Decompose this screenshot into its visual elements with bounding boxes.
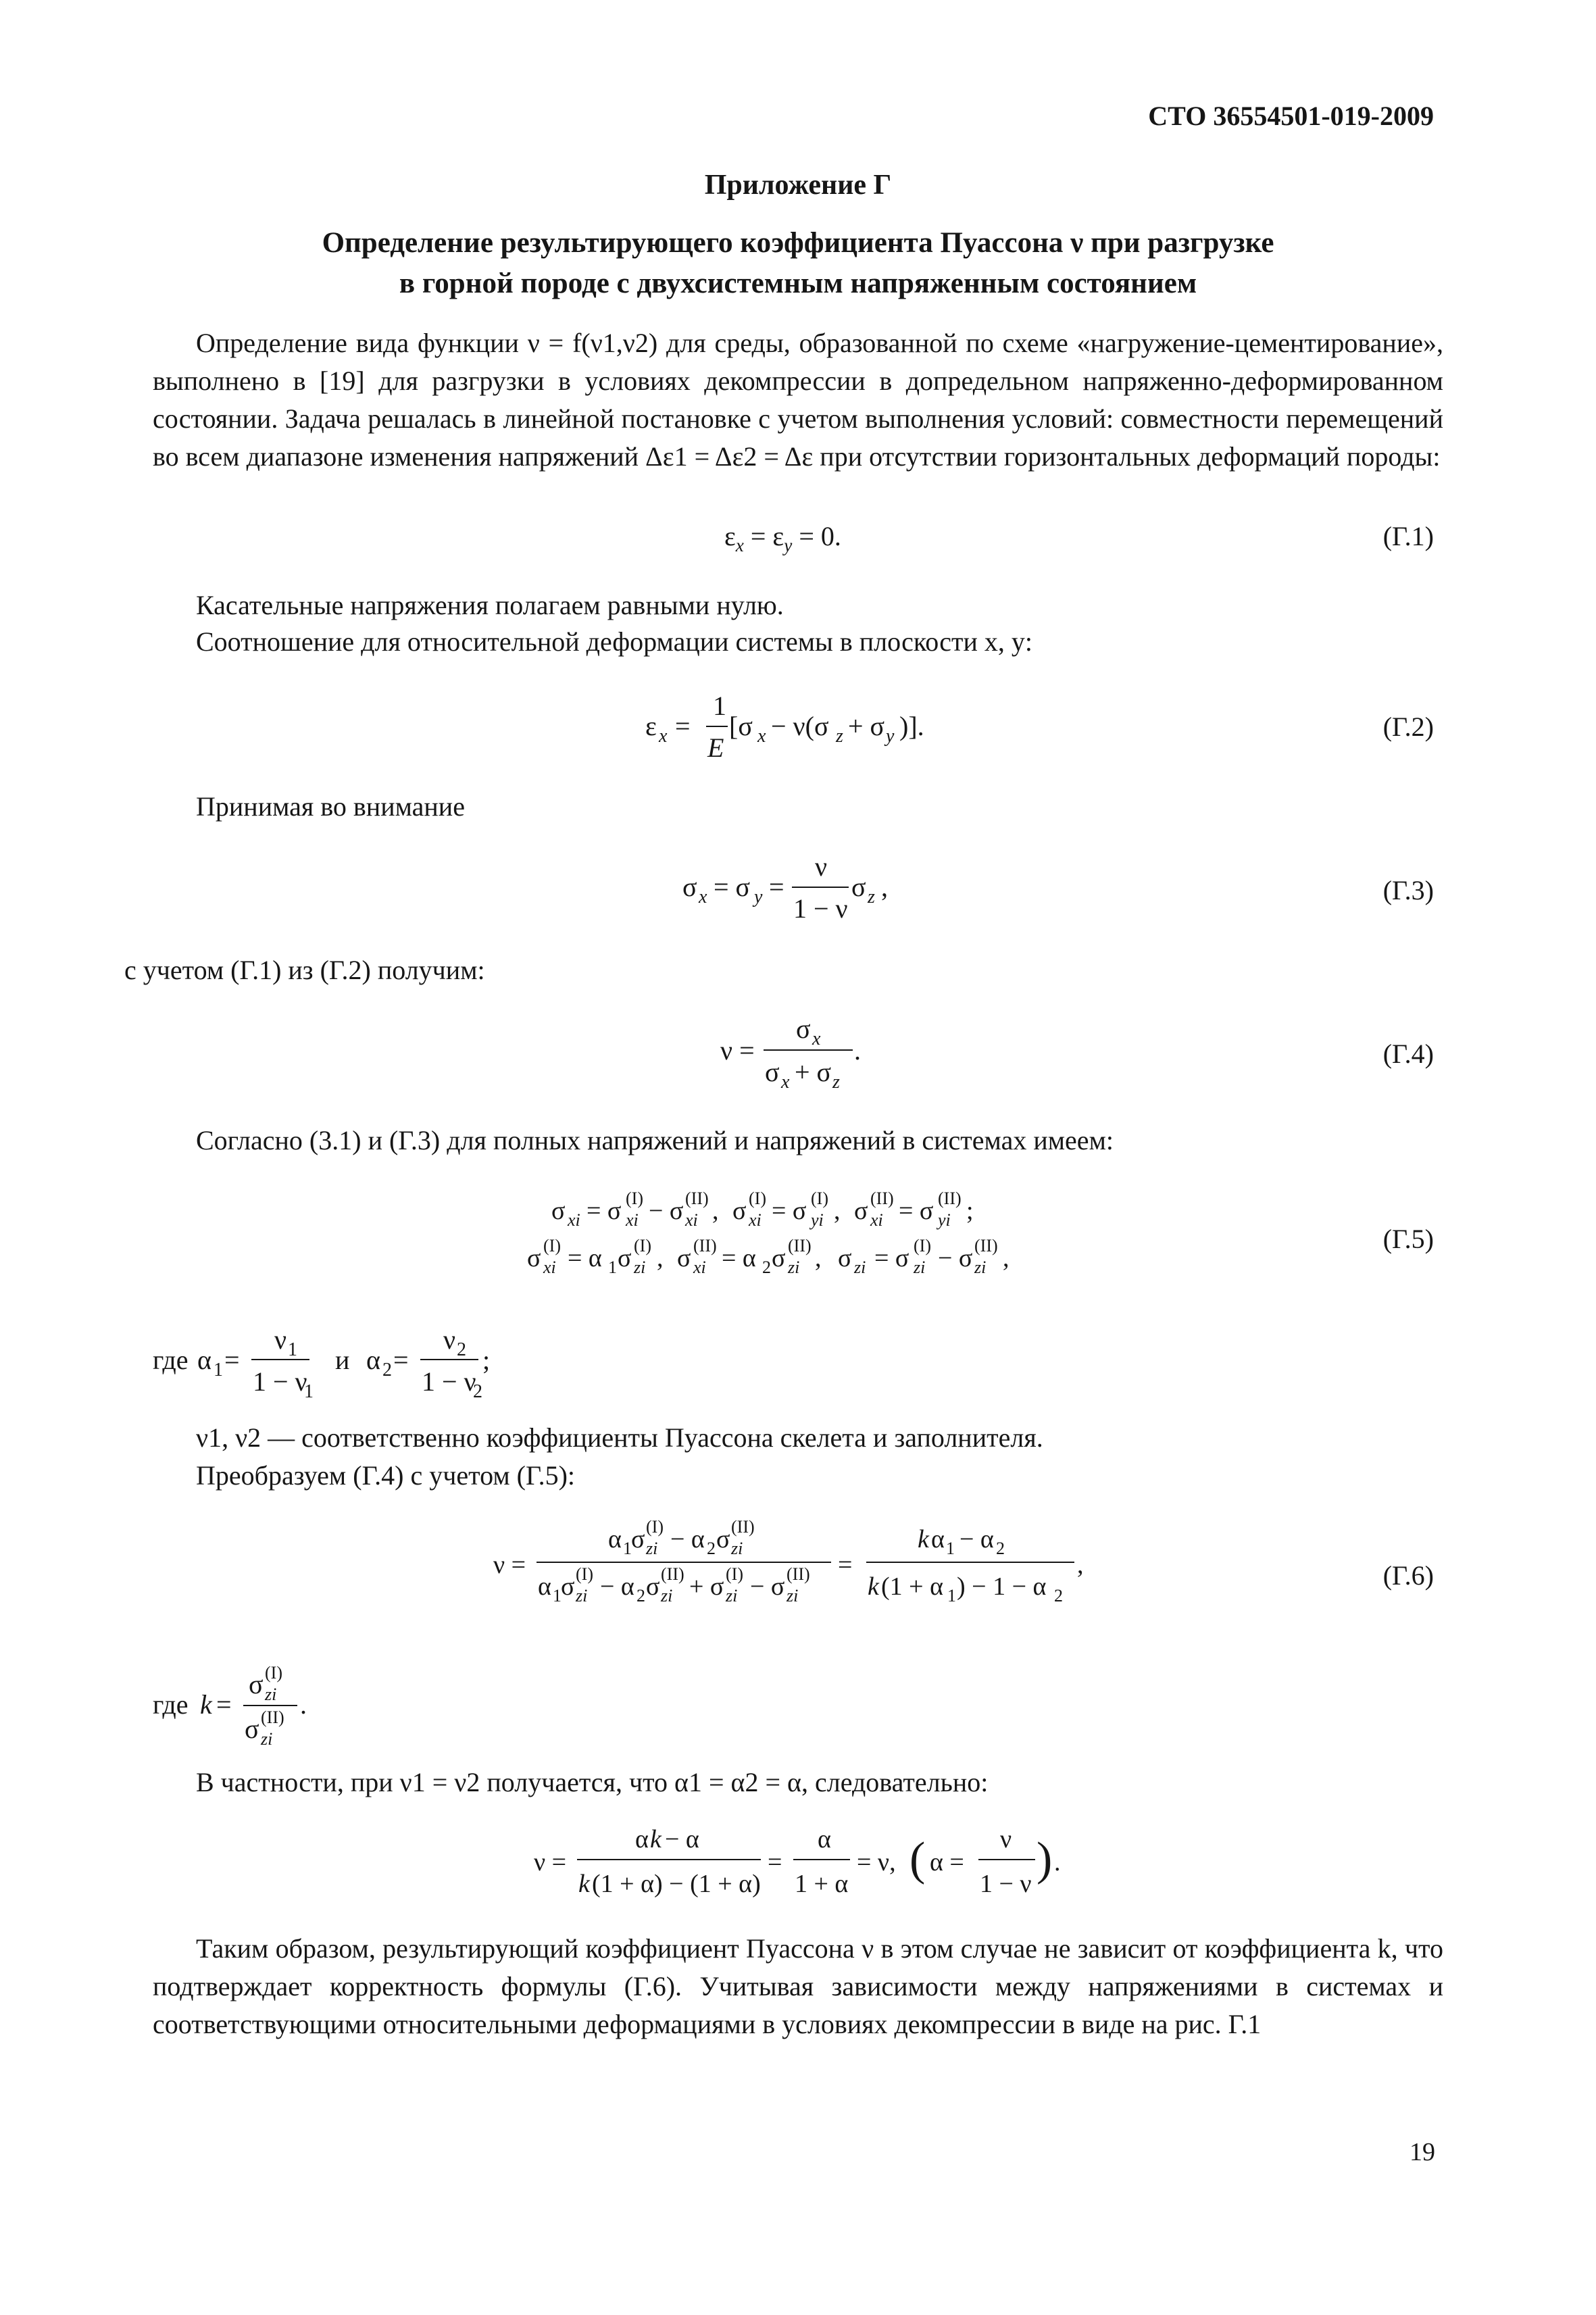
intro-paragraph: Определение вида функции ν = f(ν1,ν2) для среды, образованной по схеме «нагружение-цементирование», выполнено в [19] для разгрузки в условиях декомпрессии в допредельном напряженно-деформированном состоянии. Задача решалась в линейной постановке с учетом выполнения условий: совместности перемещений во всем диапазоне изменения напряжений Δε1 = Δε2 = Δε при отсутствии горизонтальных деформаций породы: — [153, 328, 1443, 472]
svg-text:(I): (I) — [543, 1236, 561, 1255]
svg-text:;: ; — [966, 1197, 974, 1225]
svg-text:(II): (II) — [938, 1189, 962, 1208]
svg-text:zi: zi — [261, 1729, 273, 1749]
svg-text:=: = — [838, 1551, 853, 1579]
svg-text:1: 1 — [608, 1258, 617, 1277]
svg-text:k: k — [650, 1825, 662, 1853]
svg-text:2: 2 — [1054, 1586, 1063, 1605]
k-definition — [153, 1662, 328, 1757]
svg-text:[σ: [σ — [729, 711, 753, 741]
svg-text:y: y — [886, 726, 895, 747]
eq-number-g6: (Г.6) — [1382, 1560, 1434, 1591]
svg-text:x: x — [659, 726, 668, 747]
svg-text:zi: zi — [914, 1258, 926, 1277]
alpha-definitions — [153, 1324, 531, 1412]
svg-text:= α: = α — [568, 1244, 602, 1272]
svg-text:σ: σ — [716, 1525, 730, 1553]
svg-text:= σ: = σ — [899, 1197, 934, 1225]
svg-text:α: α — [197, 1345, 211, 1375]
transform-text: Преобразуем (Г.4) с учетом (Г.5): — [196, 1460, 575, 1491]
svg-text:zi: zi — [726, 1586, 738, 1605]
svg-text:(I): (I) — [726, 1564, 743, 1584]
svg-text:zi: zi — [661, 1586, 673, 1605]
svg-text:(II): (II) — [870, 1189, 894, 1208]
svg-text:) − 1 − α: ) − 1 − α — [957, 1572, 1047, 1601]
svg-text:xi: xi — [543, 1258, 556, 1277]
svg-text:1: 1 — [214, 1360, 223, 1380]
svg-text:и: и — [335, 1345, 350, 1375]
svg-text:= σ: = σ — [587, 1197, 622, 1225]
svg-text:2: 2 — [457, 1339, 466, 1360]
svg-text:.: . — [1054, 1848, 1061, 1876]
svg-text:σ: σ — [838, 1244, 852, 1272]
svg-text:= σ: = σ — [874, 1244, 909, 1272]
svg-text:σ: σ — [682, 872, 697, 902]
svg-text:xi: xi — [626, 1210, 639, 1230]
svg-text:1: 1 — [713, 691, 726, 721]
svg-text:zi: zi — [265, 1685, 277, 1704]
formula-g4-svg — [720, 1011, 876, 1092]
svg-text:α: α — [931, 1525, 945, 1553]
svg-text:(II): (II) — [974, 1236, 998, 1255]
considering-text: Принимая во внимание — [196, 791, 465, 822]
svg-text:σ: σ — [851, 872, 866, 902]
formula-g3-svg — [682, 850, 905, 924]
svg-text:(I): (I) — [265, 1663, 282, 1683]
svg-text:ν =: ν = — [534, 1848, 567, 1876]
svg-text:α: α — [635, 1825, 649, 1853]
svg-text:2: 2 — [637, 1586, 645, 1605]
svg-text:1: 1 — [288, 1339, 297, 1360]
svg-text:(: ( — [909, 1833, 926, 1885]
formula-g2 — [645, 689, 956, 770]
svg-text:x: x — [699, 887, 707, 907]
svg-text:xi: xi — [685, 1210, 698, 1230]
svg-text:yi: yi — [938, 1210, 951, 1230]
svg-text:σ: σ — [796, 1014, 811, 1044]
svg-text:2: 2 — [762, 1258, 771, 1277]
svg-text:σ: σ — [732, 1197, 747, 1225]
svg-text:1: 1 — [304, 1381, 314, 1402]
svg-text:xi: xi — [749, 1210, 762, 1230]
svg-text:− α: − α — [959, 1525, 994, 1553]
svg-text:z: z — [836, 726, 843, 747]
svg-text:= σ: = σ — [772, 1197, 807, 1225]
svg-text:2: 2 — [382, 1360, 392, 1380]
svg-text:): ) — [1037, 1833, 1053, 1885]
svg-text:y: y — [754, 887, 763, 907]
svg-text:(II): (II) — [261, 1708, 284, 1727]
svg-text:+ σ: + σ — [689, 1572, 724, 1601]
svg-text:;: ; — [482, 1345, 491, 1375]
svg-text:σ: σ — [561, 1572, 575, 1601]
svg-text:=: = — [769, 872, 784, 902]
svg-text:(I): (I) — [626, 1189, 643, 1208]
svg-text:(II): (II) — [661, 1564, 684, 1584]
svg-text:(1 + α) − (1 + α): (1 + α) − (1 + α) — [592, 1870, 761, 1898]
svg-text:− σ: − σ — [938, 1244, 973, 1272]
svg-text:zi: zi — [787, 1586, 799, 1605]
svg-text:σ: σ — [618, 1244, 632, 1272]
svg-text:1: 1 — [553, 1586, 562, 1605]
svg-text:(II): (II) — [731, 1517, 755, 1537]
svg-text:.: . — [300, 1689, 307, 1720]
appendix-title — [0, 223, 1596, 304]
svg-text:zi: zi — [731, 1539, 743, 1558]
svg-text:(1 + α: (1 + α — [881, 1572, 943, 1601]
svg-text:σ: σ — [551, 1197, 566, 1225]
svg-text:1: 1 — [623, 1539, 632, 1558]
eq-number-g5: (Г.5) — [1382, 1224, 1434, 1254]
svg-text:2: 2 — [707, 1539, 716, 1558]
svg-text:(II): (II) — [693, 1236, 717, 1255]
alpha-definitions-svg — [153, 1324, 531, 1405]
svg-text:= ν,: = ν, — [857, 1848, 896, 1876]
svg-text:x: x — [812, 1028, 821, 1049]
k-definition-svg — [153, 1662, 328, 1750]
svg-text:ν =: ν = — [720, 1035, 755, 1066]
svg-text:zi: zi — [974, 1258, 987, 1277]
svg-text:(I): (I) — [749, 1189, 766, 1208]
formula-g1: $\varepsilon_x = \varepsilon_y = 0$. — [724, 521, 841, 555]
svg-text:(I): (I) — [811, 1189, 828, 1208]
svg-text:(II): (II) — [685, 1189, 709, 1208]
svg-text:zi: zi — [576, 1586, 588, 1605]
svg-text:=: = — [216, 1689, 232, 1720]
page-number: 19 — [1410, 2138, 1435, 2166]
svg-text:(I): (I) — [634, 1236, 651, 1255]
formula-final-svg — [534, 1818, 1074, 1906]
svg-text:(I): (I) — [576, 1564, 593, 1584]
svg-text:1 − ν: 1 − ν — [253, 1366, 307, 1397]
eq-number-g1: (Г.1) — [1382, 521, 1434, 551]
svg-text:yi: yi — [811, 1210, 824, 1230]
svg-text:k: k — [200, 1689, 212, 1720]
svg-text:σ: σ — [527, 1244, 541, 1272]
svg-text:1 + α: 1 + α — [795, 1870, 849, 1898]
svg-text:x: x — [757, 726, 766, 747]
svg-text:+ σ: + σ — [795, 1057, 832, 1087]
svg-text:2: 2 — [473, 1381, 482, 1402]
svg-text:,: , — [834, 1197, 841, 1225]
appendix-label: Приложение Г — [704, 170, 892, 201]
nu-description: ν1, ν2 — соответственно коэффициенты Пуассона скелета и заполнителя. — [196, 1422, 1043, 1453]
svg-text:=: = — [675, 711, 691, 741]
svg-text:,: , — [1077, 1551, 1084, 1579]
svg-text:σ: σ — [854, 1197, 868, 1225]
svg-text:+ σ: + σ — [848, 711, 885, 741]
svg-text:,: , — [881, 872, 888, 902]
svg-text:zi: zi — [854, 1258, 866, 1277]
svg-text:zi: zi — [646, 1539, 658, 1558]
svg-text:= σ: = σ — [714, 872, 751, 902]
formula-g5 — [520, 1181, 1074, 1289]
svg-text:2: 2 — [996, 1539, 1005, 1558]
formula-g6 — [493, 1514, 1101, 1622]
svg-text:k: k — [868, 1572, 879, 1601]
eq-number-g4: (Г.4) — [1382, 1039, 1434, 1069]
svg-text:=: = — [393, 1345, 409, 1375]
svg-text:(I): (I) — [914, 1236, 931, 1255]
svg-text:ε: ε — [645, 711, 657, 741]
formula-final — [534, 1818, 1074, 1912]
svg-text:α: α — [366, 1345, 380, 1375]
svg-text:zi: zi — [634, 1258, 646, 1277]
svg-text:xi: xi — [870, 1210, 883, 1230]
svg-text:=: = — [768, 1848, 782, 1876]
formula-g3 — [682, 850, 905, 931]
svg-text:E: E — [707, 732, 724, 763]
formula-g6-svg — [493, 1514, 1101, 1615]
conclusion-paragraph: Таким образом, результирующий коэффициент Пуассона ν в этом случае не зависит от коэффициента k, что подтверждает корректность формулы (Г.6). Учитывая зависимости между напряжениями в системах и соответствующими относительными деформациями в условиях декомпрессии в виде на рис. Г.1 — [153, 1933, 1443, 2039]
svg-text:x: x — [781, 1072, 790, 1093]
formula-g4 — [720, 1011, 876, 1099]
svg-text:xi: xi — [693, 1258, 706, 1277]
svg-text:− α: − α — [670, 1525, 705, 1553]
svg-text:ν =: ν = — [493, 1551, 526, 1579]
svg-text:1 − ν: 1 − ν — [422, 1366, 476, 1397]
svg-text:= α: = α — [722, 1244, 756, 1272]
svg-text:σ: σ — [765, 1057, 780, 1087]
svg-text:k: k — [918, 1525, 929, 1553]
svg-text:.: . — [854, 1035, 861, 1066]
eq-number-g2: (Г.2) — [1382, 712, 1434, 742]
relation-text: Соотношение для относительной деформации системы в плоскости x, y: — [196, 626, 1033, 657]
svg-text:(II): (II) — [788, 1236, 812, 1255]
in-particular-text: В частности, при ν1 = ν2 получается, что α1 = α2 = α, следовательно: — [196, 1767, 989, 1797]
svg-text:,: , — [657, 1244, 664, 1272]
eq-number-g3: (Г.3) — [1382, 875, 1434, 905]
shear-text: Касательные напряжения полагаем равными нулю. — [196, 590, 784, 620]
svg-text:σ: σ — [631, 1525, 645, 1553]
svg-text:,: , — [712, 1197, 719, 1225]
formula-g2-svg — [645, 689, 956, 764]
svg-text:z: z — [868, 887, 875, 907]
svg-text:ν: ν — [274, 1324, 287, 1355]
svg-text:− ν(σ: − ν(σ — [771, 711, 829, 741]
svg-text:σ: σ — [677, 1244, 691, 1272]
svg-text:− σ: − σ — [750, 1572, 785, 1601]
svg-text:(II): (II) — [787, 1564, 810, 1584]
svg-text:zi: zi — [788, 1258, 800, 1277]
formula-g5-svg — [520, 1181, 1074, 1283]
svg-text:где: где — [153, 1689, 189, 1720]
svg-text:σ: σ — [245, 1714, 259, 1744]
svg-text:σ: σ — [646, 1572, 660, 1601]
with-g1-text: с учетом (Г.1) из (Г.2) получим: — [124, 955, 485, 985]
svg-text:ν: ν — [1000, 1825, 1012, 1853]
document-code: СТО 36554501-019-2009 — [1148, 101, 1434, 131]
svg-text:,: , — [1003, 1244, 1009, 1272]
svg-text:− σ: − σ — [649, 1197, 684, 1225]
svg-text:)].: )]. — [899, 711, 924, 741]
svg-text:1 − ν: 1 − ν — [980, 1870, 1032, 1898]
svg-text:σ: σ — [249, 1669, 264, 1699]
svg-text:α =: α = — [930, 1848, 964, 1876]
svg-text:k: k — [578, 1870, 590, 1898]
svg-text:1: 1 — [947, 1586, 956, 1605]
title-line-1: Определение результирующего коэффициента Пуассона ν при разгрузке — [322, 227, 1274, 259]
svg-text:α: α — [818, 1825, 831, 1853]
svg-text:xi: xi — [568, 1210, 580, 1230]
svg-text:α: α — [608, 1525, 622, 1553]
svg-text:σ: σ — [772, 1244, 786, 1272]
svg-text:=: = — [224, 1345, 240, 1375]
svg-text:1: 1 — [946, 1539, 955, 1558]
title-line-2: в горной породе с двухсистемным напряженным состоянием — [399, 268, 1197, 299]
svg-text:1 − ν: 1 − ν — [793, 893, 848, 924]
where-label-1: где — [153, 1345, 189, 1375]
svg-text:ν: ν — [815, 851, 828, 882]
svg-text:(I): (I) — [646, 1517, 664, 1537]
svg-text:− α: − α — [600, 1572, 634, 1601]
svg-text:ν: ν — [443, 1324, 456, 1355]
svg-text:− α: − α — [665, 1825, 699, 1853]
svg-text:,: , — [815, 1244, 822, 1272]
svg-text:z: z — [832, 1072, 840, 1093]
svg-text:α: α — [538, 1572, 551, 1601]
according-text: Согласно (3.1) и (Г.3) для полных напряжений и напряжений в системах имеем: — [196, 1125, 1114, 1155]
